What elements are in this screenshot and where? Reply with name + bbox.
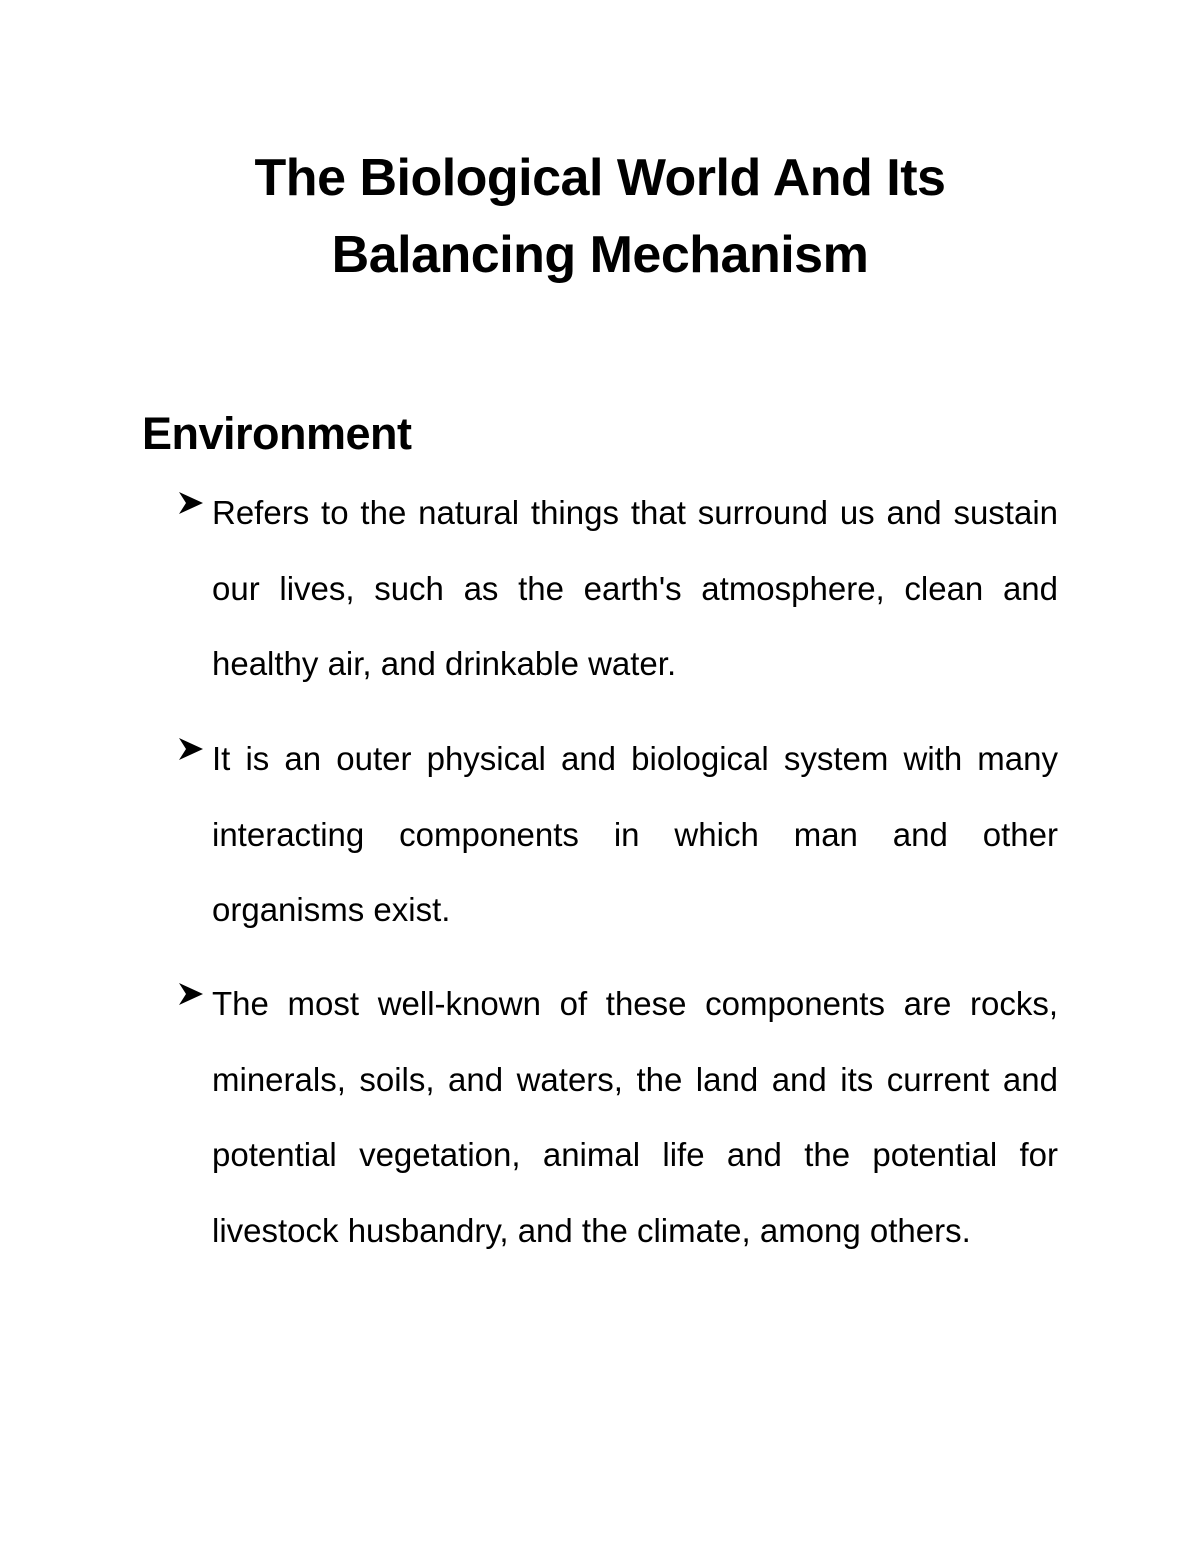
title-line-2: Balancing Mechanism bbox=[331, 226, 869, 284]
arrowhead-bullet-icon bbox=[176, 734, 206, 764]
bullet-text: Refers to the natural things that surround us and sustain our lives, such as the earth's atmosphere, clean and healthy air, and drinkable water. bbox=[212, 494, 1058, 682]
title-line-1: The Biological World And Its bbox=[254, 149, 946, 207]
arrowhead-bullet-icon bbox=[176, 488, 206, 518]
page-title bbox=[0, 140, 1200, 294]
bullet-text: It is an outer physical and biological system with many interacting components in which man and other organisms exist. bbox=[212, 740, 1058, 928]
section-heading: Environment bbox=[142, 408, 412, 459]
bullet-text: The most well-known of these components are rocks, minerals, soils, and waters, the land and its current and potential vegetation, animal life and the potential for livestock husbandry, and the climate, among others. bbox=[212, 985, 1058, 1249]
arrowhead-bullet-icon bbox=[176, 979, 206, 1009]
